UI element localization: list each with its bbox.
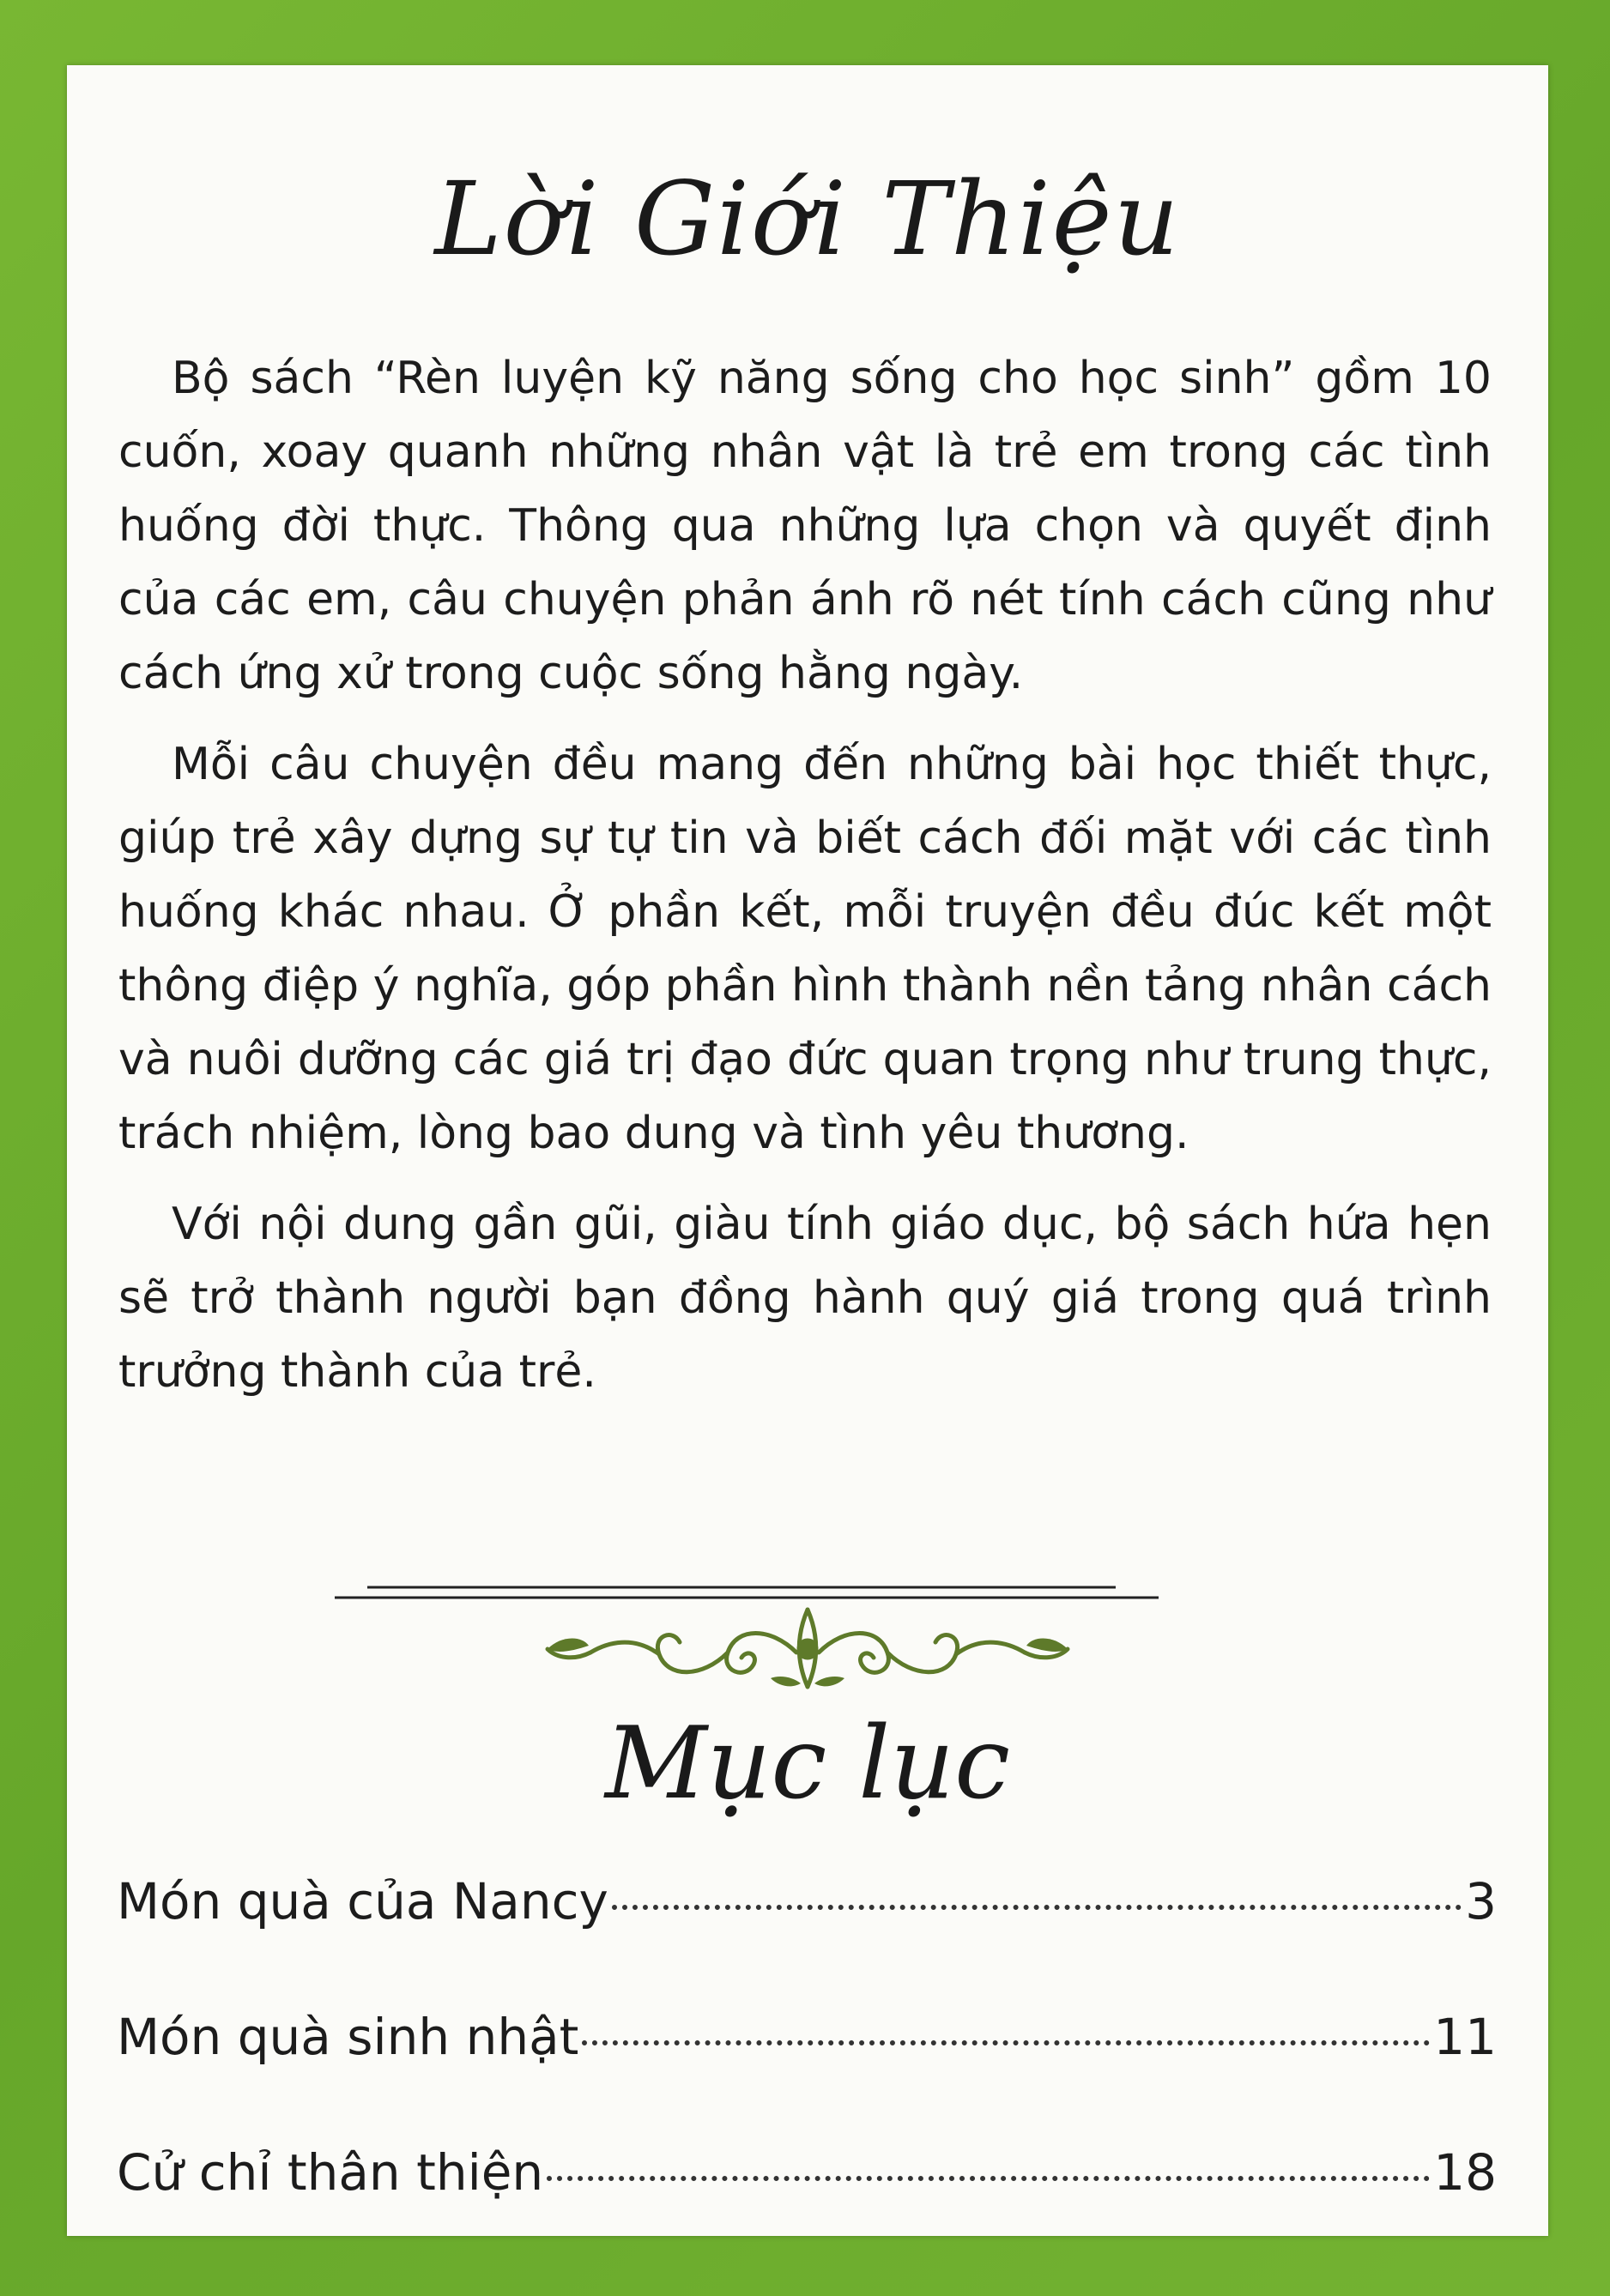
toc-item[interactable]: [117, 1872, 1497, 2008]
toc-item[interactable]: [117, 2143, 1497, 2279]
table-of-contents: [117, 1872, 1497, 2279]
toc-item[interactable]: [117, 2008, 1497, 2143]
toc-dot-leader: [612, 1905, 1462, 1910]
toc-dot-leader: [582, 2040, 1430, 2045]
ornamental-flourish-icon: [67, 1575, 1548, 1713]
toc-item-page: 18: [1433, 2143, 1497, 2202]
toc-dot-leader: [547, 2176, 1430, 2181]
intro-paragraph-2: Mỗi câu chuyện đều mang đến những bài học thiết thực, giúp trẻ xây dựng sự tự tin và biết cách đối mặt với các tình huống khác nhau. Ở phần kết, mỗi truyện đều đúc kết một thông điệp ý nghĩa, góp phần hình thành nền tảng nhân cách và nuôi dưỡng các giá trị đạo đức quan trọng như trung thực, trách nhiệm, lòng bao dung và tình yêu thương.: [118, 739, 1492, 1159]
intro-title: Lời Giới Thiệu: [434, 160, 1181, 278]
intro-body: [118, 341, 1492, 1426]
toc-item-label: Món quà sinh nhật: [117, 2008, 579, 2066]
toc-item-page: 3: [1465, 1872, 1497, 1930]
intro-paragraph-3: Với nội dung gần gũi, giàu tính giáo dục, bộ sách hứa hẹn sẽ trở thành người bạn đồng hành quý giá trong quá trình trưởng thành của trẻ.: [118, 1199, 1492, 1398]
intro-paragraph-1: Bộ sách “Rèn luyện kỹ năng sống cho học sinh” gồm 10 cuốn, xoay quanh những nhân vật là trẻ em trong các tình huống đời thực. Thông qua những lựa chọn và quyết định của các em, câu chuyện phản ánh rõ nét tính cách cũng như cách ứng xử trong cuộc sống hằng ngày.: [118, 353, 1492, 699]
toc-item-label: Món quà của Nancy: [117, 1872, 608, 1930]
toc-item-label: Cử chỉ thân thiện: [117, 2143, 544, 2202]
toc-item-page: 11: [1433, 2008, 1497, 2066]
toc-title: Mục lục: [604, 1706, 1011, 1822]
book-page: [67, 65, 1548, 2236]
